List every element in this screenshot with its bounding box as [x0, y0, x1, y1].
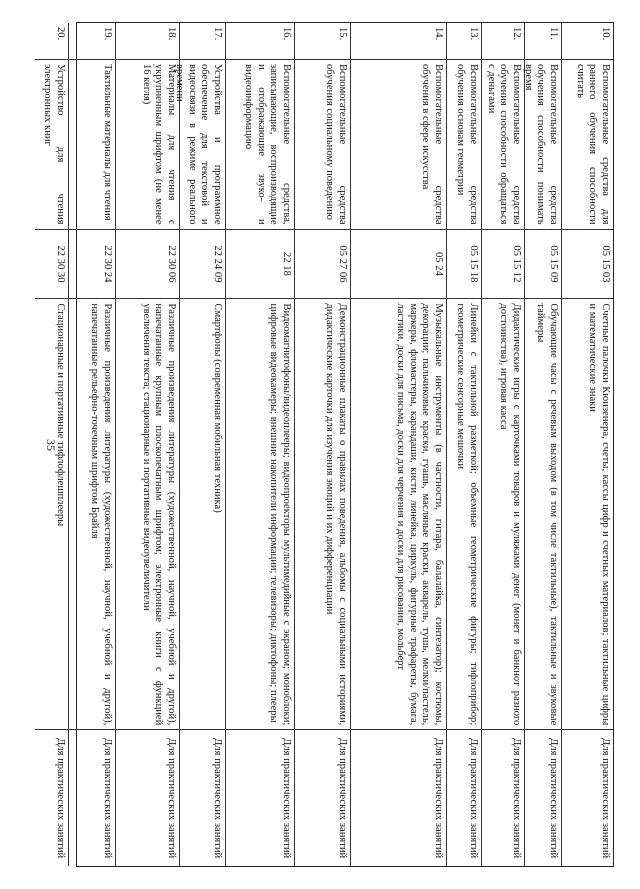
- row-number: 20.: [35, 23, 68, 60]
- row-purpose: Для практических занятий: [468, 738, 479, 859]
- row-purpose: Для практических занятий: [600, 738, 611, 859]
- row-name: Устройство для чтения электронных книг: [35, 60, 68, 230]
- row-code: 05 24: [351, 230, 446, 300]
- row-code: 22 30 06: [116, 230, 179, 300]
- row-purpose: Для практических занятий: [55, 738, 66, 859]
- row-purpose: Для практических занятий: [281, 738, 292, 859]
- row-name: Вспомогательные средства, записывающие, воспроизводящие и отображающие звуко- и видеоинформацию: [226, 60, 294, 230]
- page-number: 35: [44, 439, 58, 451]
- row-number: 11.: [525, 23, 561, 60]
- row-code: 05 15 03: [562, 230, 613, 300]
- row-number: 12.: [482, 23, 524, 60]
- row-code: 05 15 18: [447, 230, 481, 300]
- row-number: 19.: [69, 23, 115, 60]
- row-code: 22 30 24: [69, 230, 115, 300]
- row-name: Материалы для чтения с укрупненным шрифтом (не менее 16 кегля): [116, 60, 179, 230]
- row-description: Различные произведения литературы (художественной, научной, учебной и другой), напечатанные рельефно-точечным шрифтом Брайля: [69, 299, 115, 730]
- row-description: Обучающие часы с речевым выходом (в том числе тактильные), тактильные и звуковые таймеры: [525, 299, 561, 730]
- row-name: Вспомогательные средства для раннего обучения способности считать: [562, 60, 613, 230]
- row-description: Дидактические игры с карточками товаров и муляжами денег (монет и банкнот разного достоинства), игровая касса: [482, 299, 524, 730]
- row-code: 22 18: [226, 230, 294, 300]
- table-row: [561, 23, 613, 866]
- row-purpose: Для практических занятий: [548, 738, 559, 859]
- row-description: Линейки с тактильной разметкой; объемные геометрические фигуры; тифлоприбор; геометрические сенсорные мешочки: [447, 299, 481, 730]
- row-number: 10.: [562, 23, 613, 60]
- row-code: 22 24 09: [180, 230, 225, 300]
- row-number: 16.: [226, 23, 294, 60]
- row-purpose: Для практических занятий: [166, 738, 177, 859]
- row-number: 14.: [351, 23, 446, 60]
- row-description: Демонстрационные плакаты о правилах поведения, альбомы с социальными историями, дидактические карточки для изучения эмоций и их дифференциации: [295, 299, 350, 730]
- table-row: [350, 23, 446, 866]
- row-name: Вспомогательные средства обучения способности обращаться с деньгами: [482, 60, 524, 230]
- row-purpose: Для практических занятий: [337, 738, 348, 859]
- table-row: [35, 23, 68, 866]
- row-number: 18.: [116, 23, 179, 60]
- row-purpose: Для практических занятий: [433, 738, 444, 859]
- row-description: Музыкальные инструменты (в частности, гитара, балалайка, синтезатор); костюмы, декорации; пальчиковые краски, гуашь, масляные краски, акварель, тушь, мелки/пастель, маркеры, фломастеры, карандаши, кисти, линейка, циркуль, фигурные трафареты, бумага, ластики, доски для письма, доски для черчения и доски для рисования, мольберт: [351, 299, 446, 730]
- row-description: Стационарные и портативные тифлофлешплееры: [35, 299, 68, 730]
- table-row: [115, 23, 179, 866]
- row-name: Тактильные материалы для чтения: [69, 60, 115, 230]
- table-row: [481, 23, 524, 866]
- table-row: [225, 23, 294, 866]
- row-name: Вспомогательные средства обучения социальному поведению: [295, 60, 350, 230]
- table-row: [174, 23, 225, 866]
- row-description: Видеомагнитофоны/видеоплееры; видеопроекторы мультимедийные с экраном; моноблоки; цифровые видеокамеры; внешние накопители информации; телевизоры; диктофоны; плееры: [226, 299, 294, 730]
- row-number: 13.: [447, 23, 481, 60]
- row-code: 05 15 12: [482, 230, 524, 300]
- row-name: Вспомогательные средства обучения способности понимать время: [525, 60, 561, 230]
- row-code: 05 27 06: [295, 230, 350, 300]
- row-description: Счетные палочки Кюизенера, счеты, кассы цифр и счетных материалов; тактильные цифры и математические знаки: [562, 299, 613, 730]
- row-code: 22 30 30: [35, 230, 68, 300]
- table-row: [294, 23, 350, 866]
- table-row: [68, 23, 115, 866]
- row-purpose: Для практических занятий: [212, 738, 223, 859]
- row-purpose: Для практических занятий: [102, 738, 113, 859]
- row-purpose: Для практических занятий: [511, 738, 522, 859]
- table-row: [446, 23, 481, 866]
- row-description: Различные произведения литературы (художественной, научной, учебной и другой), напечатанные крупным плоскопечатным шрифтом; электронные книги с функцией увеличения текста; стационарные и портативные видеоувеличители: [116, 299, 179, 730]
- row-description: Смартфоны (современная мобильная техника): [180, 299, 225, 730]
- row-name: Устройства и программное обеспечение для текстовой и видеосвязи в режиме реального времени: [180, 60, 225, 230]
- row-name: Вспомогательные средства обучения в сфере искусства: [351, 60, 446, 230]
- row-name: Вспомогательные средства обучения основам геометрии: [447, 60, 481, 230]
- row-code: 05 15 09: [525, 230, 561, 300]
- row-number: 15.: [295, 23, 350, 60]
- table-row: [524, 23, 561, 866]
- row-number: 17.: [180, 23, 225, 60]
